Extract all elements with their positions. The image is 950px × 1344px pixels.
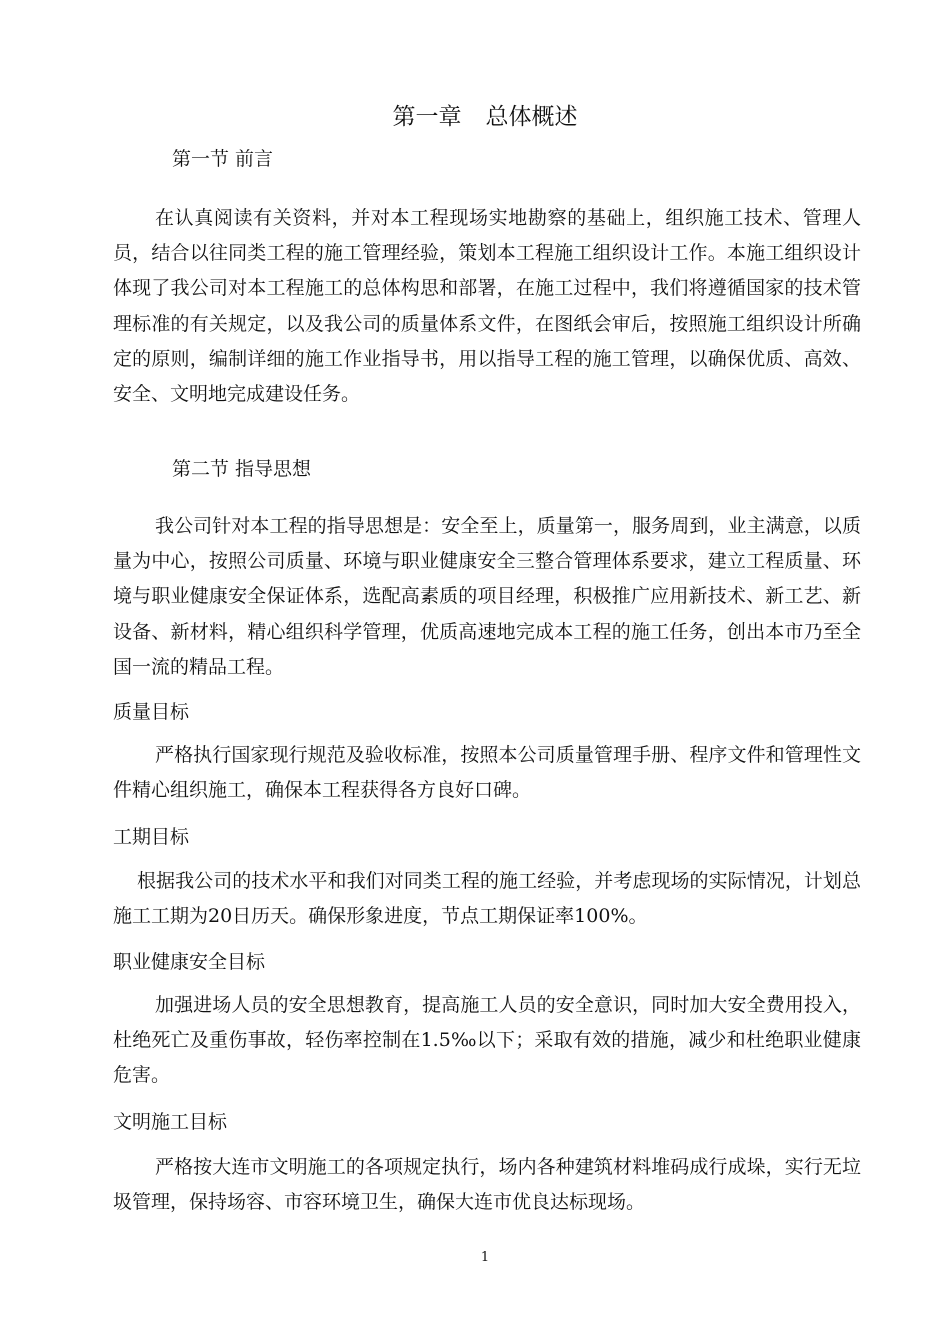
goal-text-civilized-construction: 严格按大连市文明施工的各项规定执行，场内各种建筑材料堆码成行成垛，实行无垃圾管理，保持场容、市容环境卫生，确保大连市优良达标现场。 (113, 1156, 861, 1214)
goal-text-safety: 加强进场人员的安全思想教育，提高施工人员的安全意识，同时加大安全费用投入，杜绝死亡及重伤事故，轻伤率控制在1.5‰以下；采取有效的措施，减少和杜绝职业健康危害。 (113, 994, 861, 1087)
page-number: 1 (480, 1250, 490, 1265)
goal-text-schedule: 根据我公司的技术水平和我们对同类工程的施工经验，并考虑现场的实际情况，计划总施工工期为20日历天。确保形象进度，节点工期保证率100%。 (113, 870, 861, 928)
chapter-number: 第一章 (392, 104, 462, 130)
section-title-preface: 第一节 前言 (172, 148, 274, 170)
goal-heading-schedule: 工期目标 (113, 826, 190, 848)
chapter-name: 总体概述 (485, 104, 578, 130)
goal-heading-civilized-construction: 文明施工目标 (113, 1111, 228, 1133)
chapter-title (0, 99, 950, 135)
goal-heading-safety: 职业健康安全目标 (113, 951, 266, 973)
goal-text-quality: 严格执行国家现行规范及验收标准，按照本公司质量管理手册、程序文件和管理性文件精心组织施工，确保本工程获得各方良好口碑。 (113, 744, 861, 802)
section-title-guiding-thought: 第二节 指导思想 (172, 458, 312, 480)
goal-heading-quality: 质量目标 (113, 701, 190, 723)
guiding-thought-paragraph: 我公司针对本工程的指导思想是：安全至上，质量第一，服务周到，业主满意，以质量为中心，按照公司质量、环境与职业健康安全三整合管理体系要求，建立工程质量、环境与职业健康安全保证体系，选配高素质的项目经理，积极推广应用新技术、新工艺、新设备、新材料，精心组织科学管理，优质高速地完成本工程的施工任务，创出本市乃至全国一流的精品工程。 (113, 515, 861, 678)
preface-paragraph: 在认真阅读有关资料，并对本工程现场实地勘察的基础上，组织施工技术、管理人员，结合以往同类工程的施工管理经验，策划本工程施工组织设计工作。本施工组织设计体现了我公司对本工程施工的总体构思和部署，在施工过程中，我们将遵循国家的技术管理标准的有关规定，以及我公司的质量体系文件，在图纸会审后，按照施工组织设计所确定的原则，编制详细的施工作业指导书，用以指导工程的施工管理，以确保优质、高效、安全、文明地完成建设任务。 (113, 207, 861, 406)
